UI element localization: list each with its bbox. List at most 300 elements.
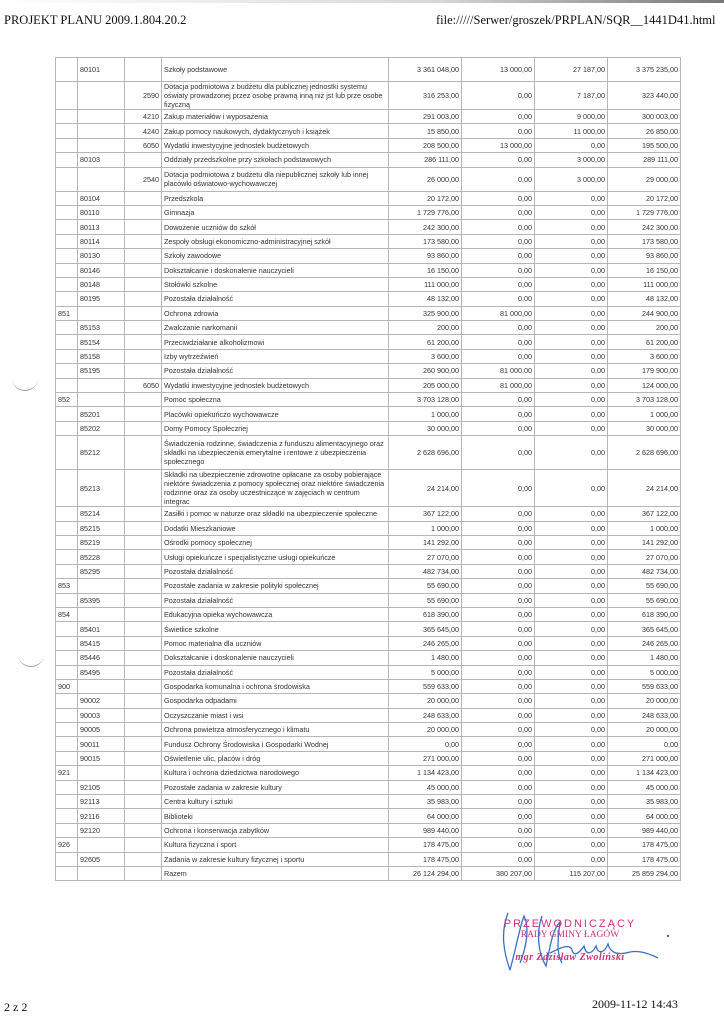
paragraf-cell [125, 593, 162, 607]
decrease-cell: 0,00 [462, 838, 535, 852]
decrease-cell: 81 000,00 [462, 306, 535, 320]
dzial-cell: 853 [56, 579, 78, 593]
paragraf-cell [125, 607, 162, 621]
name-cell: Świadczenia rodzinne, świadczenia z funduszu alimentacyjnego oraz składki na ubezpieczenia emerytalne i rentowe z ubezpieczenia społecznego [162, 436, 389, 470]
increase-cell: 7 187,00 [535, 82, 608, 110]
plan-after-cell: 1 480,00 [608, 651, 681, 665]
rozdzial-cell [78, 838, 125, 852]
rozdzial-cell [78, 378, 125, 392]
table-row [56, 852, 681, 866]
plan-after-cell: 0,00 [608, 737, 681, 751]
decrease-cell: 0,00 [462, 564, 535, 578]
dzial-cell [56, 809, 78, 823]
increase-cell: 0,00 [535, 564, 608, 578]
paragraf-cell [125, 838, 162, 852]
increase-cell: 0,00 [535, 470, 608, 507]
dzial-cell: 854 [56, 607, 78, 621]
increase-cell: 0,00 [535, 378, 608, 392]
table-row [56, 838, 681, 852]
table-row [56, 507, 681, 521]
decrease-cell: 0,00 [462, 535, 535, 549]
plan-after-cell: 64 000,00 [608, 809, 681, 823]
decrease-cell: 0,00 [462, 607, 535, 621]
plan-after-cell: 244 900,00 [608, 306, 681, 320]
table-row [56, 205, 681, 219]
plan-cell: 111 000,00 [389, 277, 462, 291]
decrease-cell: 0,00 [462, 124, 535, 138]
table-row [56, 335, 681, 349]
table-row [56, 436, 681, 470]
table-row [56, 249, 681, 263]
name-cell: Składki na ubezpieczenie zdrowotne opłacane za osoby pobierające niektóre świadczenia z pomocy społecznej oraz niektóre świadczenia rodzinne oraz za osoby uczestniczące w zajęciach w centrum integrac [162, 470, 389, 507]
name-cell: Pozostałe zadania w zakresie kultury [162, 780, 389, 794]
paragraf-cell [125, 393, 162, 407]
table-row [56, 220, 681, 234]
decrease-cell: 0,00 [462, 795, 535, 809]
name-cell: Razem [162, 866, 389, 880]
decrease-cell: 0,00 [462, 636, 535, 650]
plan-cell: 61 200,00 [389, 335, 462, 349]
dzial-cell [56, 823, 78, 837]
name-cell: Biblioteki [162, 809, 389, 823]
decrease-cell: 0,00 [462, 622, 535, 636]
table-row [56, 723, 681, 737]
paragraf-cell [125, 407, 162, 421]
increase-cell: 0,00 [535, 349, 608, 363]
file-path: file://///Serwer/groszek/PRPLAN/SQR__1441D41.html [436, 13, 716, 27]
decrease-cell: 0,00 [462, 82, 535, 110]
rozdzial-cell: 85495 [78, 665, 125, 679]
increase-cell: 0,00 [535, 593, 608, 607]
plan-after-cell: 242 300,00 [608, 220, 681, 234]
increase-cell: 0,00 [535, 579, 608, 593]
plan-after-cell: 55 690,00 [608, 593, 681, 607]
plan-cell: 246 265,00 [389, 636, 462, 650]
page-number: 2 z 2 [4, 1000, 28, 1014]
decrease-cell: 0,00 [462, 277, 535, 291]
dzial-cell [56, 349, 78, 363]
signer-name: mgr Zdzisław Zwoliński [515, 952, 625, 963]
plan-cell: 291 003,00 [389, 110, 462, 124]
name-cell: Gimnazja [162, 205, 389, 219]
name-cell: Centra kultury i sztuki [162, 795, 389, 809]
increase-cell: 0,00 [535, 795, 608, 809]
plan-after-cell: 25 859 294,00 [608, 866, 681, 880]
name-cell: Oświetlenie ulic, placów i dróg [162, 751, 389, 765]
table-row [56, 421, 681, 435]
rozdzial-cell: 85195 [78, 364, 125, 378]
rozdzial-cell: 92605 [78, 852, 125, 866]
plan-cell: 20 172,00 [389, 191, 462, 205]
increase-cell: 0,00 [535, 292, 608, 306]
plan-cell: 618 390,00 [389, 607, 462, 621]
paragraf-cell [125, 809, 162, 823]
increase-cell: 0,00 [535, 622, 608, 636]
paragraf-cell: 4240 [125, 124, 162, 138]
paragraf-cell [125, 364, 162, 378]
dzial-cell [56, 564, 78, 578]
decrease-cell: 0,00 [462, 292, 535, 306]
rozdzial-cell [78, 866, 125, 880]
rozdzial-cell [78, 124, 125, 138]
decrease-cell: 0,00 [462, 436, 535, 470]
table-row [56, 535, 681, 549]
plan-after-cell: 141 292,00 [608, 535, 681, 549]
decrease-cell: 0,00 [462, 651, 535, 665]
plan-cell: 1 729 776,00 [389, 205, 462, 219]
plan-after-cell: 178 475,00 [608, 852, 681, 866]
dzial-cell: 851 [56, 306, 78, 320]
increase-cell: 0,00 [535, 335, 608, 349]
dzial-cell [56, 550, 78, 564]
plan-after-cell: 48 132,00 [608, 292, 681, 306]
table-row [56, 234, 681, 248]
increase-cell: 27 187,00 [535, 58, 608, 82]
paragraf-cell [125, 263, 162, 277]
name-cell: Wydatki inwestycyjne jednostek budżetowych [162, 378, 389, 392]
dzial-cell [56, 153, 78, 167]
name-cell: Dotacja podmiotowa z budżetu dla niepublicznej szkoły lub innej placówki oświatowo-wychowawczej [162, 167, 389, 191]
increase-cell: 0,00 [535, 436, 608, 470]
table-row [56, 809, 681, 823]
plan-after-cell: 26 850,00 [608, 124, 681, 138]
decrease-cell: 0,00 [462, 167, 535, 191]
name-cell: Dowożenie uczniów do szkół [162, 220, 389, 234]
plan-after-cell: 3 703 128,00 [608, 393, 681, 407]
dzial-cell [56, 292, 78, 306]
decrease-cell: 0,00 [462, 191, 535, 205]
dzial-cell [56, 737, 78, 751]
rozdzial-cell: 85228 [78, 550, 125, 564]
plan-after-cell: 20 000,00 [608, 694, 681, 708]
dzial-cell [56, 751, 78, 765]
plan-cell: 35 983,00 [389, 795, 462, 809]
table-row [56, 138, 681, 152]
dzial-cell [56, 651, 78, 665]
paragraf-cell [125, 306, 162, 320]
plan-cell: 15 850,00 [389, 124, 462, 138]
table-row [56, 263, 681, 277]
name-cell: Dodatki Mieszkaniowe [162, 521, 389, 535]
increase-cell: 0,00 [535, 751, 608, 765]
plan-cell: 48 132,00 [389, 292, 462, 306]
plan-cell: 559 633,00 [389, 679, 462, 693]
increase-cell: 0,00 [535, 607, 608, 621]
paragraf-cell [125, 521, 162, 535]
plan-after-cell: 559 633,00 [608, 679, 681, 693]
paragraf-cell [125, 277, 162, 291]
rozdzial-cell [78, 393, 125, 407]
decrease-cell: 0,00 [462, 521, 535, 535]
plan-after-cell: 30 000,00 [608, 421, 681, 435]
name-cell: Gospodarka odpadami [162, 694, 389, 708]
dzial-cell [56, 234, 78, 248]
rozdzial-cell [78, 138, 125, 152]
plan-cell: 260 900,00 [389, 364, 462, 378]
table-row [56, 124, 681, 138]
plan-cell: 45 000,00 [389, 780, 462, 794]
decrease-cell: 13 000,00 [462, 58, 535, 82]
paragraf-cell [125, 191, 162, 205]
plan-after-cell: 93 860,00 [608, 249, 681, 263]
dzial-cell [56, 364, 78, 378]
increase-cell: 0,00 [535, 191, 608, 205]
name-cell: Kultura fizyczna i sport [162, 838, 389, 852]
paragraf-cell [125, 507, 162, 521]
dzial-cell [56, 263, 78, 277]
paragraf-cell: 6050 [125, 138, 162, 152]
table-row [56, 58, 681, 82]
name-cell: Pozostała działalność [162, 364, 389, 378]
rozdzial-cell: 90011 [78, 737, 125, 751]
increase-cell: 0,00 [535, 780, 608, 794]
dzial-cell [56, 535, 78, 549]
increase-cell: 0,00 [535, 766, 608, 780]
table-row [56, 708, 681, 722]
table-row [56, 636, 681, 650]
plan-cell: 26 124 294,00 [389, 866, 462, 880]
dzial-cell [56, 866, 78, 880]
paragraf-cell [125, 780, 162, 794]
rozdzial-cell: 80146 [78, 263, 125, 277]
dzial-cell [56, 723, 78, 737]
punch-hole-mark [12, 376, 38, 391]
paragraf-cell [125, 665, 162, 679]
dzial-cell [56, 335, 78, 349]
decrease-cell: 0,00 [462, 737, 535, 751]
plan-after-cell: 27 070,00 [608, 550, 681, 564]
plan-after-cell: 195 500,00 [608, 138, 681, 152]
table-row [56, 780, 681, 794]
stamp-council: RADY GMINY ŁAGÓW [520, 930, 620, 940]
plan-cell: 1 000,00 [389, 407, 462, 421]
plan-after-cell: 323 440,00 [608, 82, 681, 110]
plan-cell: 27 070,00 [389, 550, 462, 564]
plan-after-cell: 989 440,00 [608, 823, 681, 837]
name-cell: Pozostała działalność [162, 292, 389, 306]
paragraf-cell [125, 153, 162, 167]
plan-cell: 26 000,00 [389, 167, 462, 191]
paragraf-cell [125, 708, 162, 722]
dzial-cell [56, 521, 78, 535]
name-cell: Zadania w zakresie kultury fizycznej i sportu [162, 852, 389, 866]
paragraf-cell [125, 349, 162, 363]
table-row [56, 607, 681, 621]
rozdzial-cell: 85202 [78, 421, 125, 435]
rozdzial-cell: 80148 [78, 277, 125, 291]
name-cell: Szkoły podstawowe [162, 58, 389, 82]
rozdzial-cell: 80110 [78, 205, 125, 219]
decrease-cell: 0,00 [462, 220, 535, 234]
name-cell: Ochrona i konserwacja zabytków [162, 823, 389, 837]
plan-cell: 64 000,00 [389, 809, 462, 823]
plan-cell: 178 475,00 [389, 838, 462, 852]
dzial-cell [56, 852, 78, 866]
rozdzial-cell: 85401 [78, 622, 125, 636]
increase-cell: 0,00 [535, 321, 608, 335]
plan-after-cell: 29 000,00 [608, 167, 681, 191]
name-cell: Pomoc społeczna [162, 393, 389, 407]
rozdzial-cell: 80103 [78, 153, 125, 167]
table-row [56, 766, 681, 780]
dzial-cell [56, 191, 78, 205]
decrease-cell: 0,00 [462, 263, 535, 277]
dzial-cell [56, 593, 78, 607]
rozdzial-cell: 85212 [78, 436, 125, 470]
paragraf-cell [125, 723, 162, 737]
name-cell: Przedszkola [162, 191, 389, 205]
table-row [56, 665, 681, 679]
dzial-cell [56, 694, 78, 708]
plan-after-cell: 178 475,00 [608, 838, 681, 852]
name-cell: Pomoc materialna dla uczniów [162, 636, 389, 650]
plan-cell: 242 300,00 [389, 220, 462, 234]
paragraf-cell [125, 335, 162, 349]
table-row [56, 407, 681, 421]
decrease-cell: 0,00 [462, 421, 535, 435]
plan-after-cell: 55 690,00 [608, 579, 681, 593]
increase-cell: 0,00 [535, 234, 608, 248]
decrease-cell: 0,00 [462, 335, 535, 349]
plan-after-cell: 20 172,00 [608, 191, 681, 205]
name-cell: Pozostałe zadania w zakresie polityki społecznej [162, 579, 389, 593]
rozdzial-cell: 85295 [78, 564, 125, 578]
decrease-cell: 380 207,00 [462, 866, 535, 880]
official-stamp [470, 918, 670, 963]
rozdzial-cell: 92116 [78, 809, 125, 823]
decrease-cell: 0,00 [462, 550, 535, 564]
rozdzial-cell: 90002 [78, 694, 125, 708]
paragraf-cell [125, 622, 162, 636]
rozdzial-cell [78, 766, 125, 780]
plan-after-cell: 289 111,00 [608, 153, 681, 167]
increase-cell: 0,00 [535, 306, 608, 320]
name-cell: Pozostała działalność [162, 593, 389, 607]
budget-table [55, 57, 681, 881]
table-row [56, 393, 681, 407]
increase-cell: 0,00 [535, 249, 608, 263]
plan-after-cell: 365 645,00 [608, 622, 681, 636]
plan-cell: 20 000,00 [389, 723, 462, 737]
rozdzial-cell: 85415 [78, 636, 125, 650]
decrease-cell: 0,00 [462, 579, 535, 593]
decrease-cell: 0,00 [462, 234, 535, 248]
plan-cell: 208 500,00 [389, 138, 462, 152]
name-cell: Wydatki inwestycyjne jednostek budżetowych [162, 138, 389, 152]
rozdzial-cell: 80104 [78, 191, 125, 205]
paragraf-cell [125, 651, 162, 665]
increase-cell: 0,00 [535, 138, 608, 152]
plan-cell: 24 214,00 [389, 470, 462, 507]
plan-cell: 205 000,00 [389, 378, 462, 392]
paragraf-cell [125, 679, 162, 693]
decrease-cell: 0,00 [462, 249, 535, 263]
plan-after-cell: 367 122,00 [608, 507, 681, 521]
rozdzial-cell: 85395 [78, 593, 125, 607]
plan-after-cell: 271 000,00 [608, 751, 681, 765]
table-row [56, 364, 681, 378]
increase-cell: 0,00 [535, 679, 608, 693]
increase-cell: 0,00 [535, 809, 608, 823]
name-cell: Kultura i ochrona dziedzictwa narodowego [162, 766, 389, 780]
plan-after-cell: 3 375 235,00 [608, 58, 681, 82]
decrease-cell: 0,00 [462, 751, 535, 765]
increase-cell: 0,00 [535, 507, 608, 521]
table-row [56, 167, 681, 191]
rozdzial-cell: 90003 [78, 708, 125, 722]
rozdzial-cell: 80114 [78, 234, 125, 248]
dzial-cell [56, 470, 78, 507]
name-cell: Zespoły obsługi ekonomiczno-administracyjnej szkół [162, 234, 389, 248]
decrease-cell: 0,00 [462, 349, 535, 363]
increase-cell: 3 000,00 [535, 167, 608, 191]
punch-hole-mark [18, 652, 44, 667]
decrease-cell: 0,00 [462, 205, 535, 219]
document-title: PROJEKT PLANU 2009.1.804.20.2 [4, 13, 187, 27]
dzial-cell [56, 436, 78, 470]
plan-after-cell: 61 200,00 [608, 335, 681, 349]
dzial-cell [56, 636, 78, 650]
table-row [56, 823, 681, 837]
dzial-cell [56, 321, 78, 335]
table-row [56, 579, 681, 593]
plan-after-cell: 111 000,00 [608, 277, 681, 291]
plan-cell: 3 703 128,00 [389, 393, 462, 407]
decrease-cell: 81 000,00 [462, 378, 535, 392]
name-cell: Przeciwdziałanie alkoholizmowi [162, 335, 389, 349]
rozdzial-cell [78, 82, 125, 110]
table-row [56, 349, 681, 363]
increase-cell: 0,00 [535, 277, 608, 291]
decrease-cell: 0,00 [462, 723, 535, 737]
paragraf-cell [125, 636, 162, 650]
name-cell: Fundusz Ochrony Środowiska i Gospodarki Wodnej [162, 737, 389, 751]
plan-after-cell: 482 734,00 [608, 564, 681, 578]
rozdzial-cell: 85446 [78, 651, 125, 665]
decrease-cell: 0,00 [462, 708, 535, 722]
increase-cell: 0,00 [535, 665, 608, 679]
rozdzial-cell [78, 110, 125, 124]
name-cell: Zasiłki i pomoc w naturze oraz składki na ubezpieczenie społeczne [162, 507, 389, 521]
increase-cell: 0,00 [535, 694, 608, 708]
paragraf-cell [125, 470, 162, 507]
dzial-cell [56, 507, 78, 521]
plan-after-cell: 2 628 696,00 [608, 436, 681, 470]
dzial-cell [56, 795, 78, 809]
plan-after-cell: 24 214,00 [608, 470, 681, 507]
name-cell: Usługi opiekuńcze i specjalistyczne usługi opiekuńcze [162, 550, 389, 564]
dzial-cell [56, 421, 78, 435]
paragraf-cell: 2590 [125, 82, 162, 110]
dzial-cell [56, 220, 78, 234]
name-cell: Zwalczanie narkomanii [162, 321, 389, 335]
name-cell: Świetlice szkolne [162, 622, 389, 636]
plan-cell: 3 600,00 [389, 349, 462, 363]
plan-cell: 989 440,00 [389, 823, 462, 837]
name-cell: Pozostała działalność [162, 564, 389, 578]
decrease-cell: 0,00 [462, 766, 535, 780]
increase-cell: 115 207,00 [535, 866, 608, 880]
paragraf-cell [125, 205, 162, 219]
table-row [56, 321, 681, 335]
plan-after-cell: 300 003,00 [608, 110, 681, 124]
rozdzial-cell: 92120 [78, 823, 125, 837]
dzial-cell [56, 378, 78, 392]
decrease-cell: 0,00 [462, 694, 535, 708]
dzial-cell [56, 249, 78, 263]
paragraf-cell [125, 737, 162, 751]
plan-cell: 316 253,00 [389, 82, 462, 110]
